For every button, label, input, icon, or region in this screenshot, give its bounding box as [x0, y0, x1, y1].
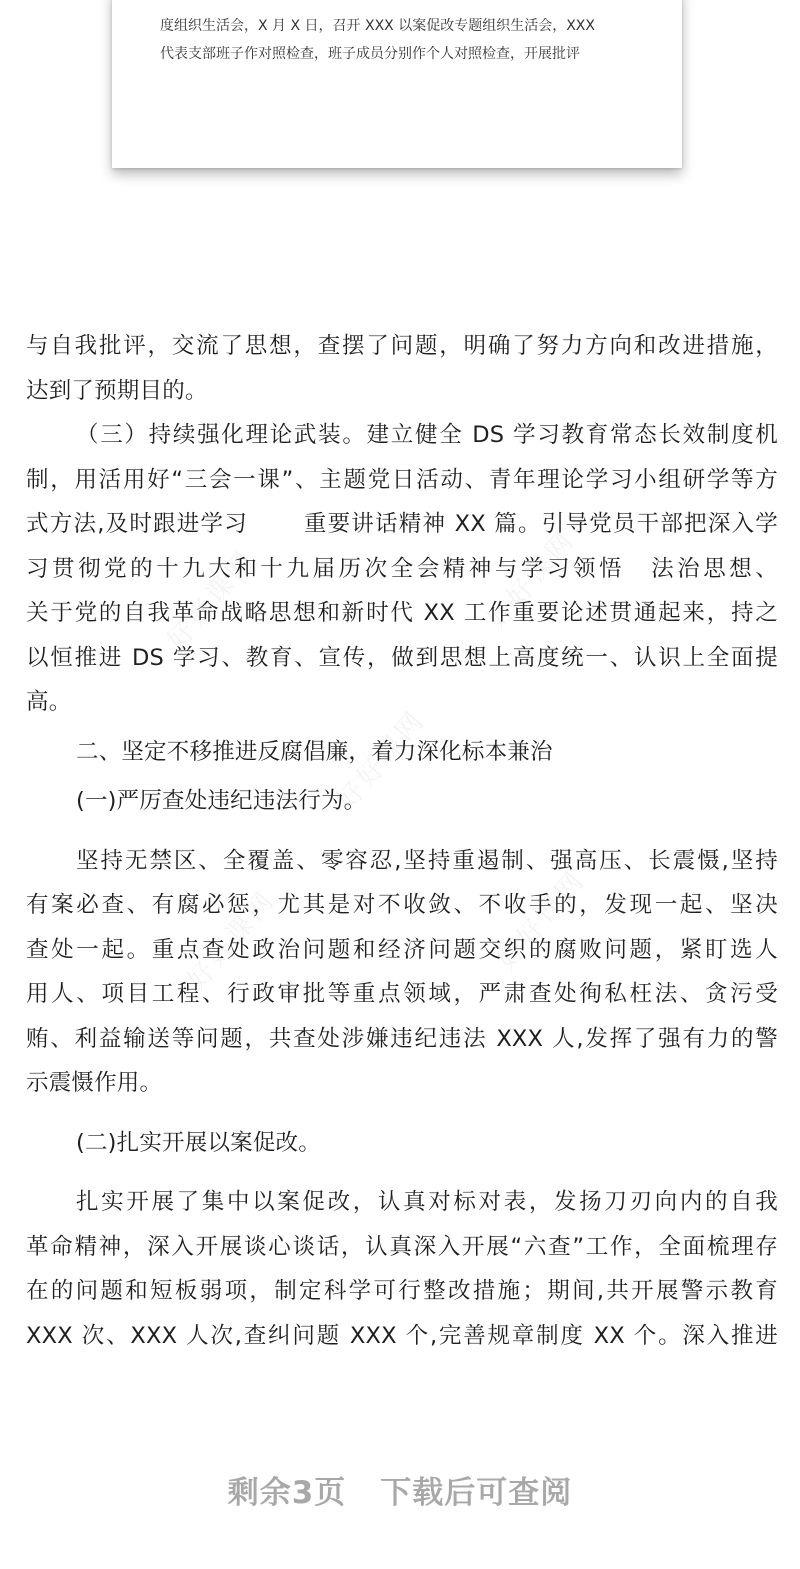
paragraph-line: 关于党的自我革命战略思想和新时代 XX 工作重要论述贯通起来，持之 — [26, 600, 778, 626]
paragraph-line: 制，用活用好“三会一课”、主题党日活动、青年理论学习小组研学等方 — [26, 466, 778, 493]
paragraph-line: 与自我批评，交流了思想，查摆了问题，明确了努力方向和改进措施， — [26, 333, 778, 359]
download-to-view-label: 下载后可查阅 — [380, 1475, 573, 1511]
document-body — [26, 324, 778, 1358]
watermark: 好好课网 — [491, 864, 592, 976]
watermark: 好好课网 — [181, 884, 282, 996]
paragraph-line: 用人、项目工程、行政审批等重点领域，严肃查处徇私枉法、贪污受 — [26, 981, 778, 1007]
preview-page-card — [112, 0, 682, 168]
paragraph-line: 革命精神，深入开展谈心谈话，认真深入开展“六查”工作，全面梳理存 — [26, 1233, 778, 1260]
preview-page-text — [160, 0, 642, 68]
watermark: 好好课网 — [331, 704, 432, 816]
paragraph-line: 有案必查、有腐必惩，尤其是对不收敛、不收手的，发现一起、坚决 — [26, 892, 778, 918]
remaining-pages-label: 剩余3页 — [227, 1475, 347, 1511]
remaining-pages-notice[interactable] — [0, 1467, 800, 1512]
section-heading: 二、坚定不移推进反腐倡廉，着力深化标本兼治 — [76, 738, 553, 765]
subsection-heading: (二)扎实开展以案促改。 — [76, 1129, 321, 1156]
paragraph-line: 坚持无禁区、全覆盖、零容忍,坚持重遏制、强高压、长震慑,坚持 — [76, 847, 778, 874]
paragraph-line: 贿、利益输送等问题，共查处涉嫌违纪违法 XXX 人,发挥了强有力的警 — [26, 1025, 778, 1052]
paragraph-line: 示震慑作用。 — [26, 1070, 163, 1096]
preview-line-1: 度组织生活会，X 月 X 日，召开 XXX 以案促改专题组织生活会，XXX — [160, 18, 595, 34]
paragraph-line: 在的问题和短板弱项，制定科学可行整改措施；期间,共开展警示教育 — [26, 1278, 778, 1304]
paragraph-line: 以恒推进 DS 学习、教育、宣传，做到思想上高度统一、认识上全面提 — [26, 644, 778, 671]
paragraph-line: 式方法,及时跟进学习 重要讲话精神 XX 篇。引导党员干部把深入学 — [26, 511, 778, 537]
watermark: 好好课网 — [481, 524, 582, 636]
paragraph-line: 习贯彻党的十九大和十九届历次全会精神与学习领悟 法治思想、 — [26, 555, 778, 582]
paragraph-line: （三）持续强化理论武装。建立健全 DS 学习教育常态长效制度机 — [76, 422, 778, 448]
paragraph-line: 查处一起。重点查处政治问题和经济问题交织的腐败问题，紧盯选人 — [26, 936, 778, 963]
paragraph-line: 扎实开展了集中以案促改，认真对标对表，发扬刀刃向内的自我 — [76, 1189, 778, 1215]
subsection-heading: (一)严厉查处违纪违法行为。 — [76, 788, 367, 814]
preview-line-2: 代表支部班子作对照检查，班子成员分别作个人对照检查，开展批评 — [160, 46, 580, 62]
paragraph-line: 高。 — [26, 689, 72, 715]
paragraph-line: 达到了预期目的。 — [26, 377, 208, 404]
watermark: 好好课网 — [161, 544, 262, 656]
paragraph-line: XXX 次、XXX 人次,查纠问题 XXX 个,完善规章制度 XX 个。深入推进 — [26, 1322, 778, 1349]
preview-line-cut — [160, 0, 642, 12]
